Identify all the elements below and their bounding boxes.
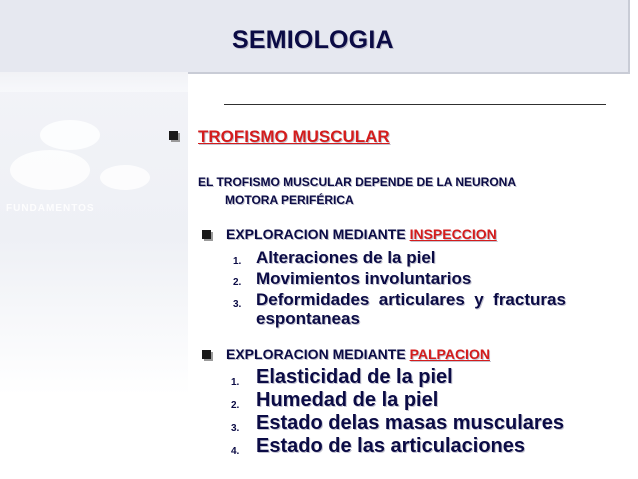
list-item: Deformidades articulares y fracturas bbox=[256, 290, 566, 309]
square-bullet-icon bbox=[202, 350, 211, 359]
list-item: Alteraciones de la piel bbox=[256, 248, 436, 267]
list-item: Humedad de la piel bbox=[256, 389, 439, 411]
square-bullet-icon bbox=[202, 230, 211, 239]
slide-title: SEMIOLOGIA bbox=[232, 26, 394, 54]
palpacion-highlight: PALPACION bbox=[409, 346, 490, 362]
list-number: 2. bbox=[231, 400, 240, 411]
watermark-blob bbox=[40, 120, 100, 150]
list-number: 3. bbox=[231, 423, 240, 434]
palpacion-heading bbox=[226, 346, 490, 362]
list-number: 1. bbox=[233, 256, 242, 267]
inspeccion-prefix: EXPLORACION MEDIANTE bbox=[226, 226, 406, 242]
watermark-blob bbox=[10, 150, 90, 190]
list-item: Estado delas masas musculares bbox=[256, 412, 564, 434]
inspeccion-heading bbox=[226, 226, 497, 242]
watermark-text: FUNDAMENTOS bbox=[6, 203, 95, 214]
header-band-fade bbox=[0, 72, 188, 92]
list-item: Elasticidad de la piel bbox=[256, 366, 453, 388]
list-number: 2. bbox=[233, 277, 242, 288]
square-bullet-icon bbox=[169, 131, 178, 140]
list-item: Estado de las articulaciones bbox=[256, 435, 525, 457]
list-item: Movimientos involuntarios bbox=[256, 269, 472, 288]
list-item-continuation: espontaneas bbox=[256, 309, 360, 328]
title-divider bbox=[224, 104, 606, 105]
palpacion-prefix: EXPLORACION MEDIANTE bbox=[226, 346, 406, 362]
list-number: 3. bbox=[233, 299, 242, 310]
list-number: 1. bbox=[231, 377, 240, 388]
intro-line: EL TROFISMO MUSCULAR DEPENDE DE LA NEURONA bbox=[198, 175, 517, 189]
section-heading: TROFISMO MUSCULAR bbox=[198, 127, 390, 146]
list-number: 4. bbox=[231, 446, 240, 457]
inspeccion-highlight: INSPECCION bbox=[409, 226, 497, 242]
intro-line: MOTORA PERIFÉRICA bbox=[225, 193, 354, 207]
watermark-blob bbox=[100, 165, 150, 190]
